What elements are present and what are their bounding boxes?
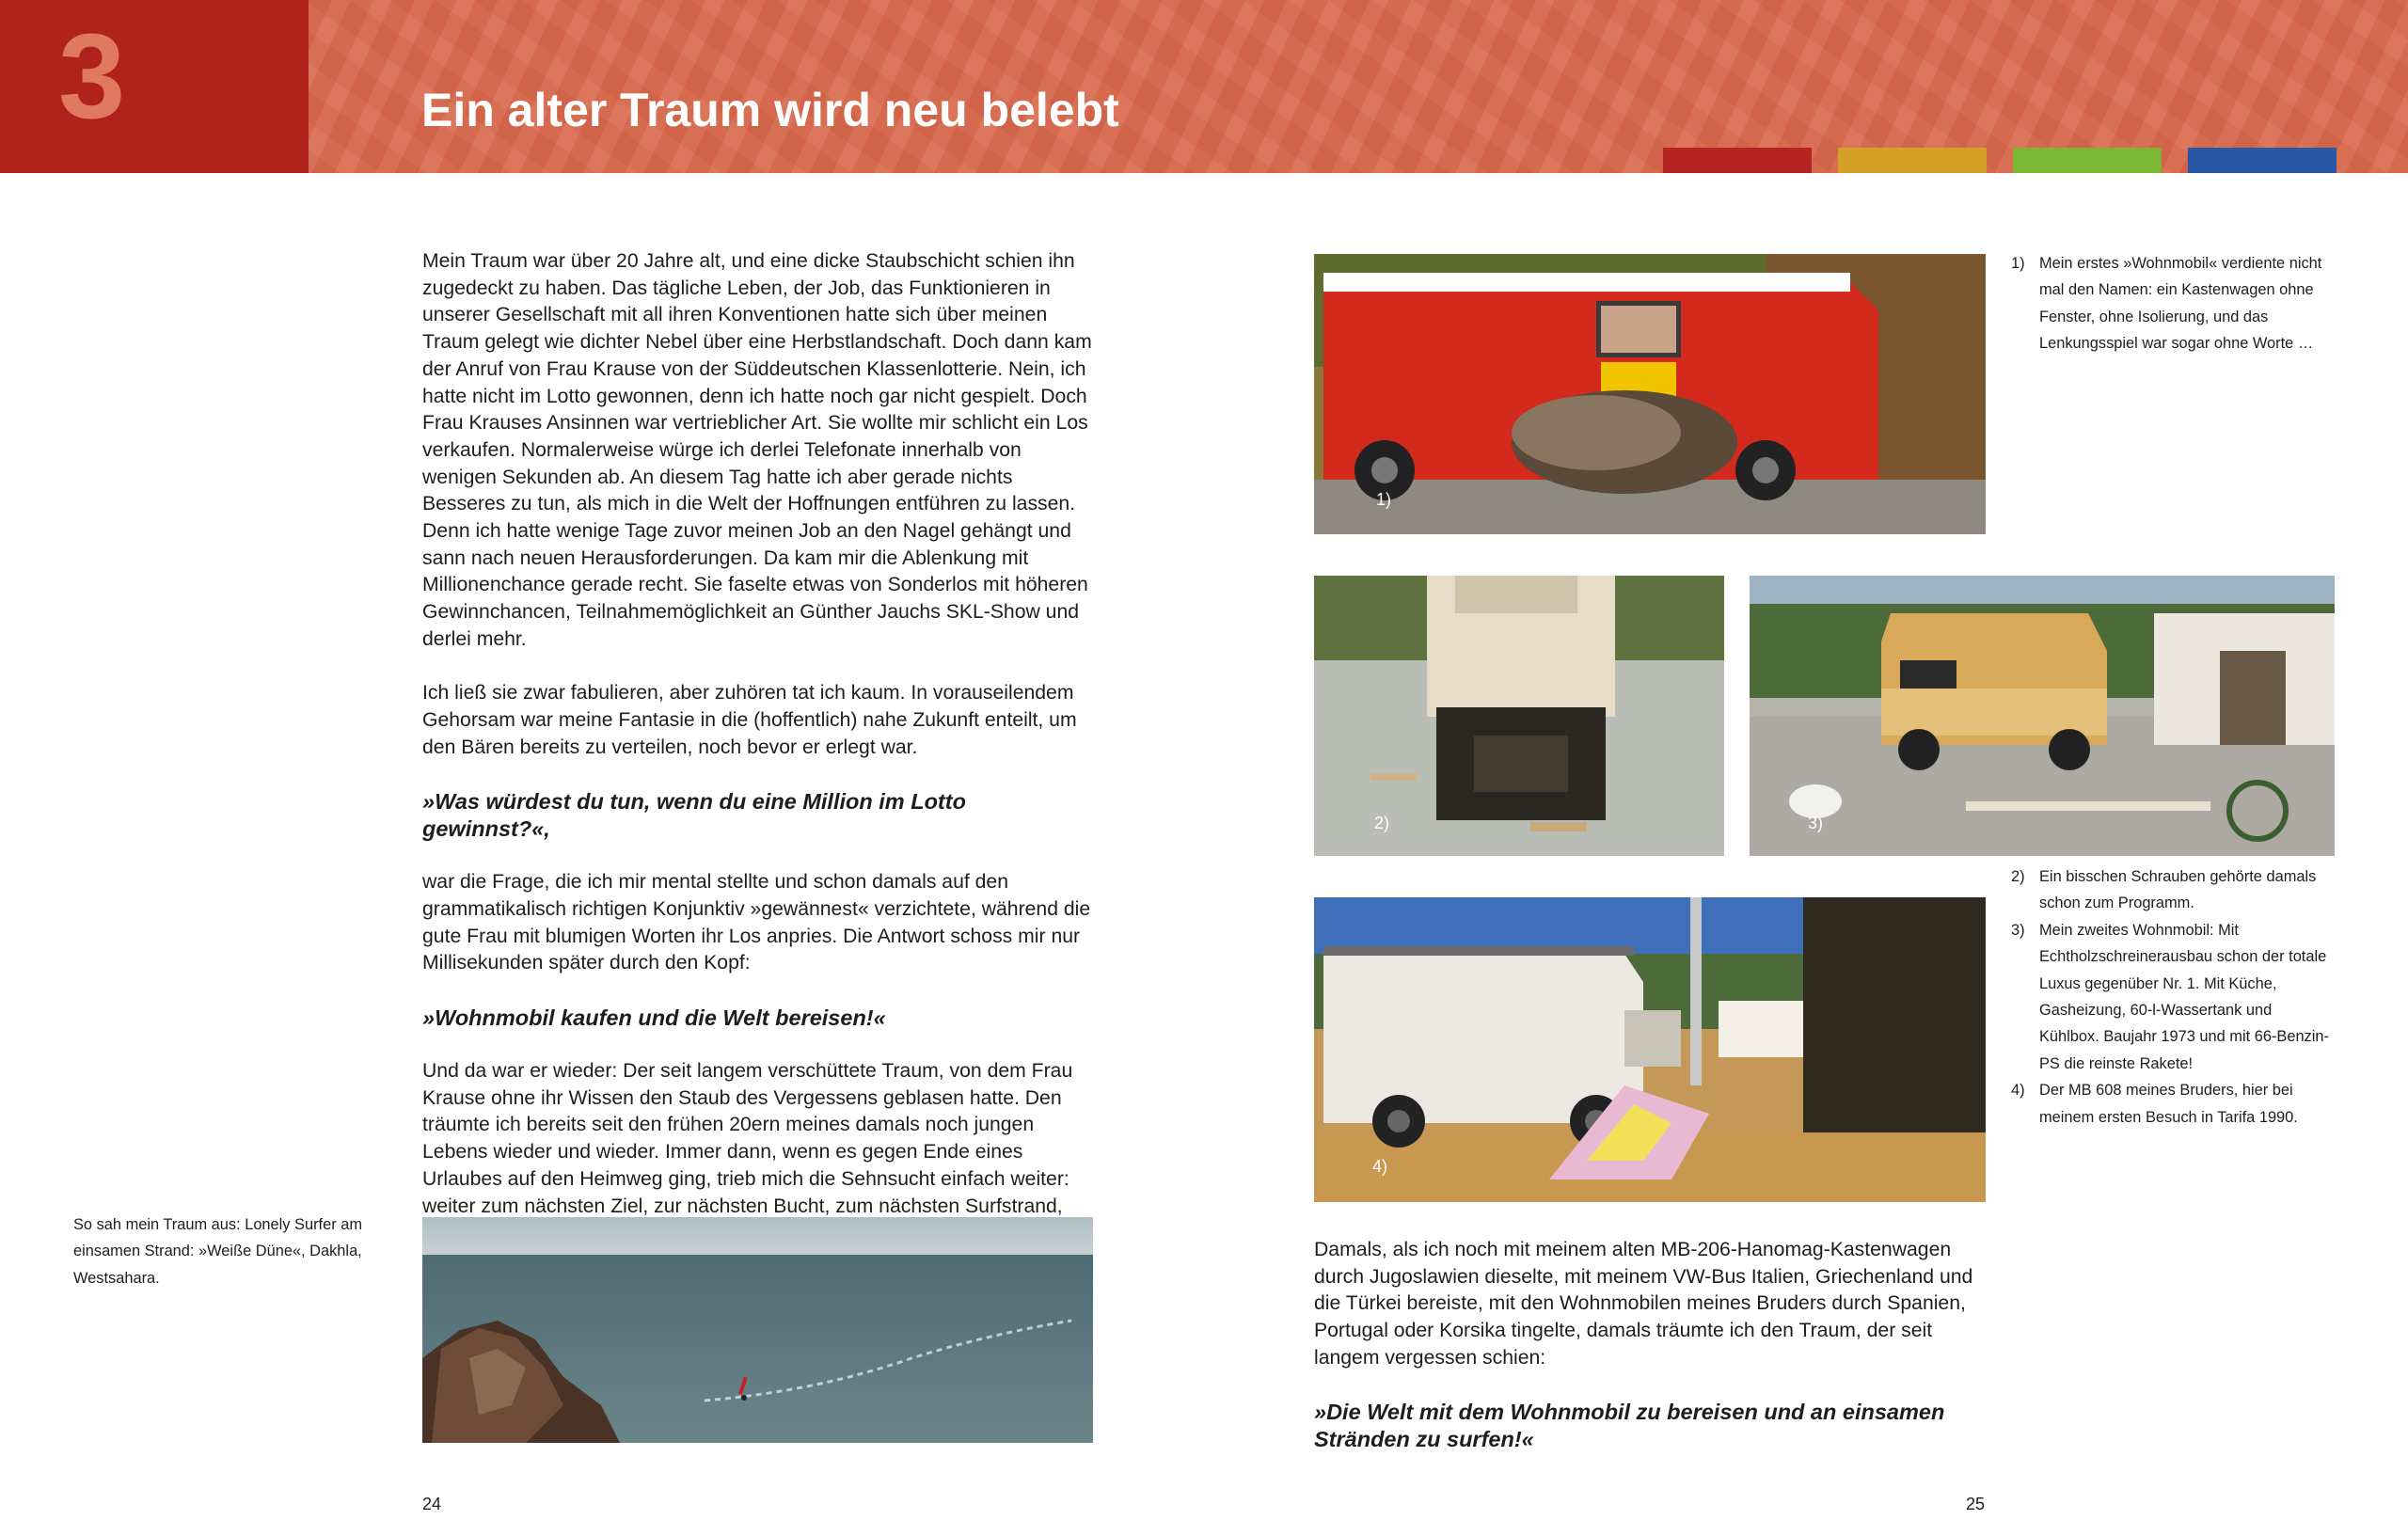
quote-welt: »Die Welt mit dem Wohnmobil zu bereisen und an einsamen Stränden zu surfen!« — [1314, 1400, 1945, 1451]
photo-label-4: 4) — [1372, 1157, 1388, 1176]
caption-num: 2) — [2011, 868, 2025, 885]
quote-wohnmobil: »Wohnmobil kaufen und die Welt bereisen!« — [422, 1005, 886, 1030]
caption-item-3 — [2011, 917, 2331, 1077]
caption-group-top — [2011, 250, 2331, 357]
chapter-number: 3 — [58, 9, 126, 144]
caption-item-4 — [2011, 1077, 2331, 1131]
photo-mb608 — [1314, 897, 1986, 1202]
caption-text: Mein erstes »Wohnmobil« verdiente nicht mal den Namen: ein Kastenwagen ohne Fenster, ohne Isolierung, und das Lenkungsspiel war sogar ohne Worte … — [2039, 255, 2322, 353]
photo-label-3: 3) — [1808, 814, 1824, 832]
photo-van-repair — [1314, 576, 1724, 856]
paragraph-4: Und da war er wieder: Der seit langem verschüttete Traum, von dem Frau Krause ohne ihr Wissen den Staub des Vergessens geblasen hatte. Den träumte ich bereits seit den frühen 20ern meines damals noch jungen Lebens wieder und wieder. Immer dann, wenn es gegen Ende eines Urlaubes auf den Heimweg ging, trieb mich die Sehnsucht einfach weiter: weiter zum nächsten Ziel, zur nächsten Bucht, zum nächsten Surfstrand, — [422, 1060, 1073, 1217]
photo-red-van — [1314, 254, 1986, 534]
paragraph-3: war die Frage, die ich mir mental stellte und schon damals auf den grammatikalisch richtigen Konjunktiv »gewännest« verzichtete, während die gute Frau mit blumigen Worten ihr Los anpries. Die Antwort schoss mir nur Millisekunden später durch den Kopf: — [422, 871, 1091, 974]
page-number-right: 25 — [1966, 1495, 1986, 1513]
caption-text: Der MB 608 meines Bruders, hier bei meinem ersten Besuch in Tarifa 1990. — [2039, 1082, 2298, 1126]
photo-vw-bus — [1750, 576, 2335, 856]
surfer-photo — [422, 1217, 1093, 1443]
photo-label-1: 1) — [1376, 490, 1392, 509]
chapter-header — [0, 0, 2408, 173]
color-bars — [1663, 148, 2333, 173]
paragraph-right: Damals, als ich noch mit meinem alten MB-206-Hanomag-Kastenwagen durch Jugoslawien dieselte, mit meinem VW-Bus Italien, Griechenland und die Türkei bereiste, mit den Wohnmobilen meines Bruders durch Spanien, Portugal oder Korsika tingelte, damals träumte ich den Traum, der seit langem vergessen schien: — [1314, 1239, 1973, 1369]
caption-text: Mein zweites Wohnmobil: Mit Echtholzschreinerausbau schon der totale Luxus gegenüber Nr. 1. Mit Küche, Gasheizung, 60-l-Wassertank und Kühlbox. Baujahr 1973 und mit 66-Benzin-PS die reinste Rakete! — [2039, 921, 2329, 1072]
quote-lottery: »Was würdest du tun, wenn du eine Million im Lotto gewinnst?«, — [422, 789, 966, 841]
color-bar-blue — [2188, 148, 2337, 173]
caption-item-1 — [2011, 250, 2331, 357]
caption-num: 1) — [2011, 255, 2025, 272]
caption-text: Ein bisschen Schrauben gehörte damals schon zum Programm. — [2039, 868, 2317, 912]
color-bar-yellow — [1838, 148, 1987, 173]
chapter-title: Ein alter Traum wird neu belebt — [421, 84, 1119, 136]
photo-label-2: 2) — [1374, 814, 1390, 832]
caption-num: 4) — [2011, 1082, 2025, 1100]
left-body-text — [422, 248, 1095, 1275]
chapter-number-block — [0, 0, 309, 173]
caption-item-2 — [2011, 863, 2331, 917]
color-bar-green — [2013, 148, 2162, 173]
caption-text: So sah mein Traum aus: Lonely Surfer am einsamen Strand: »Weiße Düne«, Dakhla, Westsahara. — [73, 1216, 363, 1287]
color-bar-red — [1663, 148, 1812, 173]
caption-group-bottom — [2011, 863, 2331, 1131]
page-number-left: 24 — [422, 1495, 442, 1513]
paragraph-2: Ich ließ sie zwar fabulieren, aber zuhören tat ich kaum. In vorauseilendem Gehorsam war meine Fantasie in die (hoffentlich) nahe Zukunft enteilt, um den Bären bereits zu verteilen, noch bevor er erlegt war. — [422, 682, 1077, 758]
paragraph-1: Mein Traum war über 20 Jahre alt, und eine dicke Staubschicht schien ihn zugedeckt zu haben. Das tägliche Leben, der Job, das Funktionieren in unserer Gesellschaft mit all ihren Konventionen hatte sich über meinen Traum gelegt wie dichter Nebel über eine Herbstlandschaft. Doch dann kam der Anruf von Frau Krause von der Süddeutschen Klassenlotterie. Nein, ich hatte nicht im Lotto gewonnen, denn ich hatte noch gar nicht gespielt. Doch Frau Krauses Ansinnen war vertrieblicher Art. Sie wollte mir schlicht ein Los verkaufen. Normalerweise würge ich derlei Telefonate innerhalb von wenigen Sekunden ab. An diesem Tag hatte ich aber gerade nichts Besseres zu tun, als mich in die Welt der Hoffnungen entführen zu lassen. Denn ich hatte wenige Tage zuvor meinen Job an den Nagel gehängt und sann nach neuen Herausforderungen. Da kam mir die Ablenkung mit Millionenchance gerade recht. Sie faselte etwas von Sonderlos mit höheren Gewinnchancen, Teilnahmemöglichkeit an Günther Jauchs SKL-Show und derlei mehr. — [422, 250, 1092, 650]
caption-num: 3) — [2011, 921, 2025, 939]
right-body-text — [1314, 1237, 1988, 1480]
surfer-photo-caption — [73, 1211, 384, 1291]
